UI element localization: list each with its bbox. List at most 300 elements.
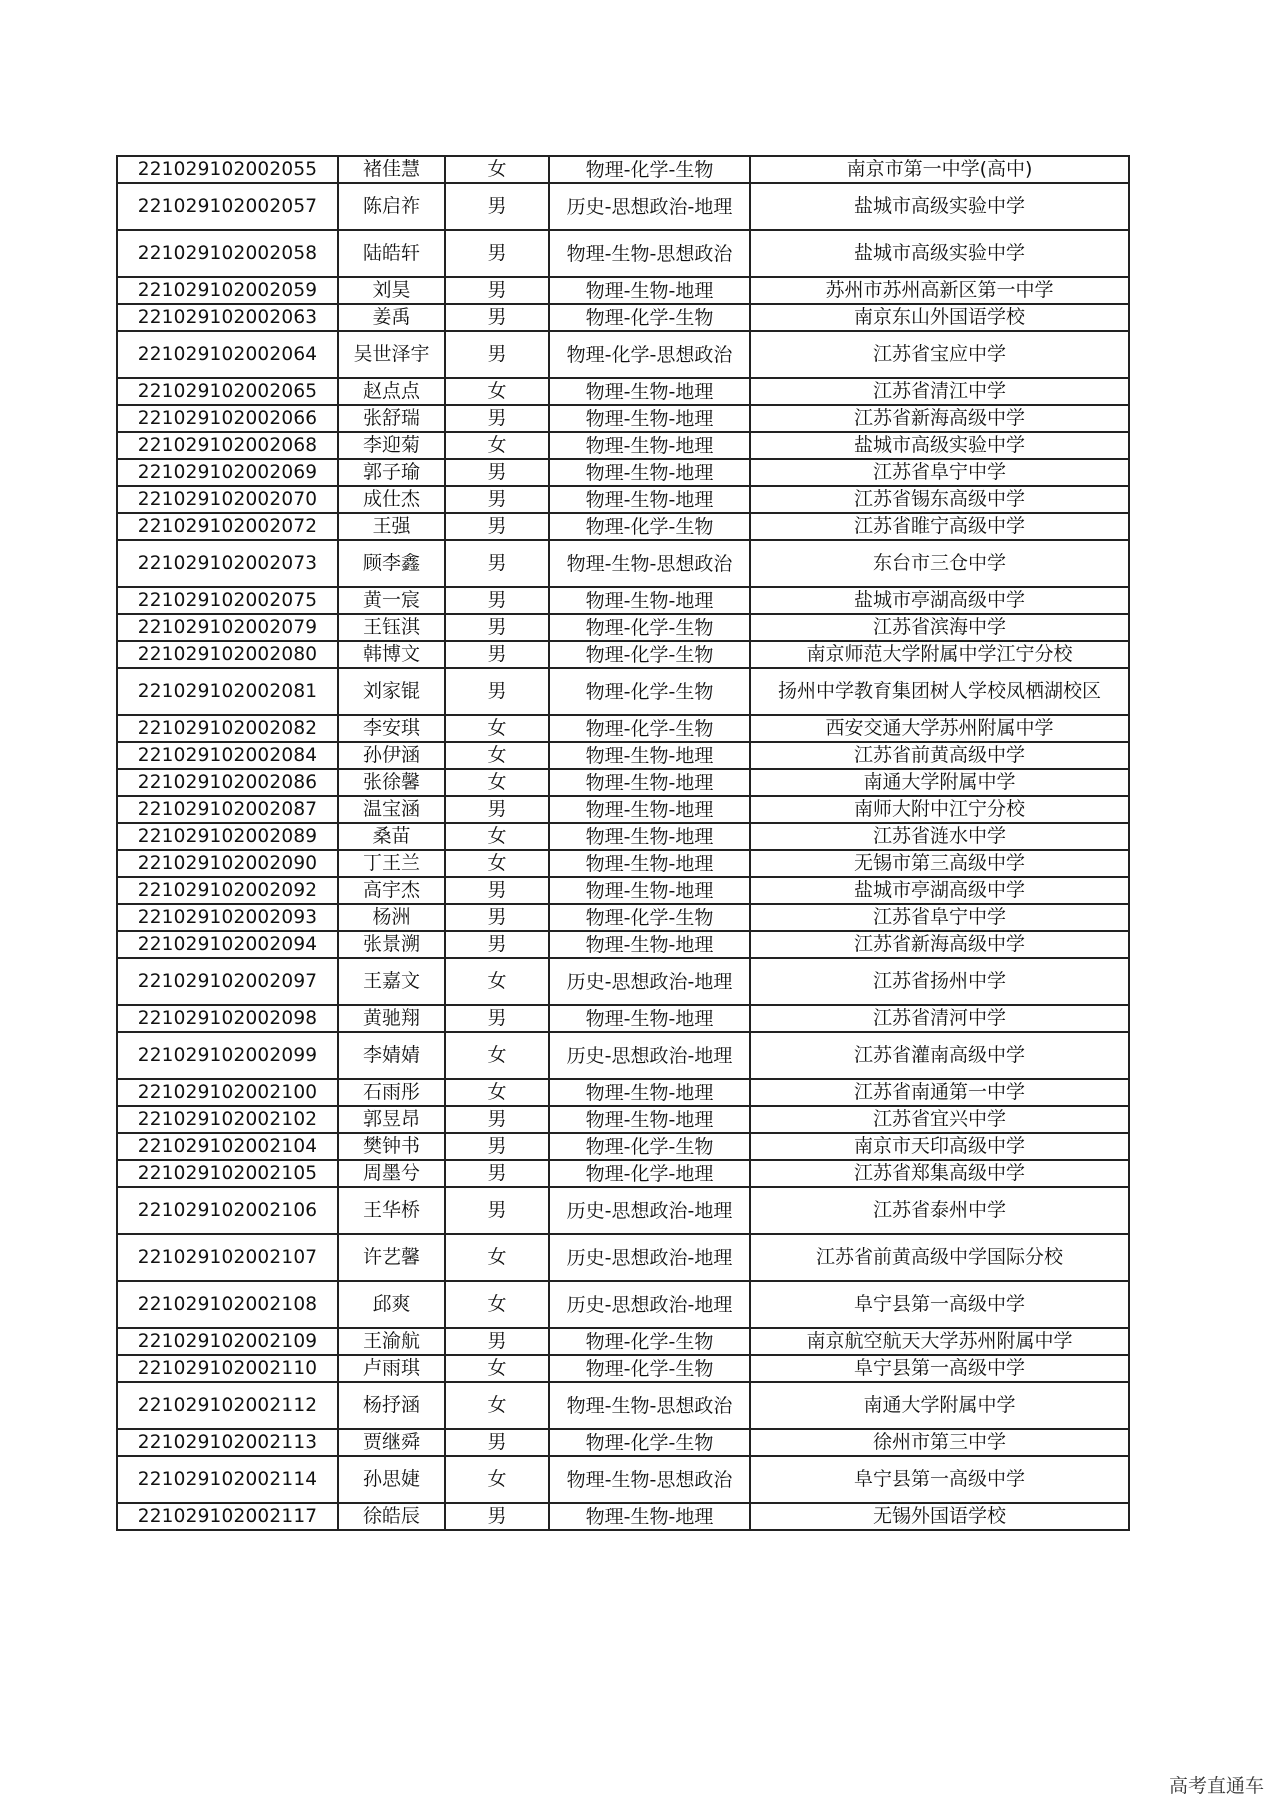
table-row — [117, 513, 1129, 540]
table-row — [117, 769, 1129, 796]
school-cell — [750, 183, 1129, 230]
student-name-cell: 邱爽 — [338, 1281, 445, 1328]
subjects-text: 物理-生物-地理 — [585, 933, 714, 956]
school-text: 无锡外国语学校 — [872, 1506, 1006, 1527]
school-text: 江苏省前黄高级中学国际分校 — [815, 1247, 1063, 1268]
school-cell — [750, 378, 1129, 405]
student-name-cell: 杨洲 — [338, 904, 445, 931]
gender-cell: 男 — [445, 1328, 549, 1355]
subjects-text: 物理-化学-思想政治 — [566, 343, 733, 366]
gender-cell: 男 — [445, 277, 549, 304]
table-row — [117, 877, 1129, 904]
subjects-cell — [549, 486, 750, 513]
school-text: 南师大附中江宁分校 — [853, 799, 1025, 820]
exam-number-cell: 221029102002089 — [117, 823, 338, 850]
subjects-text: 历史-思想政治-地理 — [566, 1246, 733, 1269]
table-row — [117, 277, 1129, 304]
school-cell — [750, 1456, 1129, 1503]
subjects-text: 物理-生物-地理 — [585, 798, 714, 821]
subjects-cell — [549, 904, 750, 931]
school-cell — [750, 1355, 1129, 1382]
student-name-cell: 卢雨琪 — [338, 1355, 445, 1382]
gender-cell: 男 — [445, 796, 549, 823]
table-row — [117, 378, 1129, 405]
table-row — [117, 614, 1129, 641]
table-row — [117, 304, 1129, 331]
school-cell — [750, 904, 1129, 931]
table-row — [117, 958, 1129, 1005]
subjects-text: 物理-生物-地理 — [585, 434, 714, 457]
student-name-cell: 郭子瑜 — [338, 459, 445, 486]
subjects-text: 物理-化学-生物 — [585, 515, 714, 538]
school-text: 盐城市亭湖高级中学 — [853, 590, 1025, 611]
subjects-text: 历史-思想政治-地理 — [566, 195, 733, 218]
gender-cell: 女 — [445, 156, 549, 183]
exam-number-cell: 221029102002055 — [117, 156, 338, 183]
gender-cell: 男 — [445, 1503, 549, 1530]
gender-cell: 女 — [445, 1281, 549, 1328]
gender-cell: 男 — [445, 540, 549, 587]
gender-cell: 女 — [445, 1382, 549, 1429]
subjects-cell — [549, 1234, 750, 1281]
subjects-cell — [549, 850, 750, 877]
gender-cell: 男 — [445, 1429, 549, 1456]
table-row — [117, 183, 1129, 230]
school-cell — [750, 715, 1129, 742]
subjects-text: 物理-化学-生物 — [585, 1431, 714, 1454]
student-name-cell: 王强 — [338, 513, 445, 540]
student-name-cell: 韩博文 — [338, 641, 445, 668]
student-name-cell: 王渝航 — [338, 1328, 445, 1355]
school-text: 盐城市高级实验中学 — [853, 435, 1025, 456]
subjects-cell — [549, 742, 750, 769]
exam-number-cell: 221029102002105 — [117, 1160, 338, 1187]
exam-number-cell: 221029102002082 — [117, 715, 338, 742]
student-name-cell: 李迎菊 — [338, 432, 445, 459]
gender-cell: 女 — [445, 1079, 549, 1106]
gender-cell: 男 — [445, 587, 549, 614]
subjects-text: 物理-化学-生物 — [585, 906, 714, 929]
subjects-cell — [549, 1281, 750, 1328]
exam-number-cell: 221029102002075 — [117, 587, 338, 614]
subjects-text: 物理-化学-地理 — [585, 1162, 714, 1185]
student-list-table — [116, 155, 1130, 1531]
subjects-cell — [549, 432, 750, 459]
gender-cell: 女 — [445, 958, 549, 1005]
exam-number-cell: 221029102002106 — [117, 1187, 338, 1234]
table-row — [117, 904, 1129, 931]
school-cell — [750, 1503, 1129, 1530]
table-row — [117, 1187, 1129, 1234]
school-text: 江苏省宜兴中学 — [872, 1109, 1006, 1130]
table-row — [117, 1281, 1129, 1328]
school-cell — [750, 1234, 1129, 1281]
school-cell — [750, 432, 1129, 459]
school-text: 江苏省新海高级中学 — [853, 408, 1025, 429]
subjects-text: 物理-生物-地理 — [585, 488, 714, 511]
exam-number-cell: 221029102002068 — [117, 432, 338, 459]
subjects-text: 物理-化学-生物 — [585, 306, 714, 329]
table-row — [117, 432, 1129, 459]
subjects-cell — [549, 1106, 750, 1133]
gender-cell: 女 — [445, 850, 549, 877]
table-row — [117, 230, 1129, 277]
school-text: 盐城市高级实验中学 — [853, 196, 1025, 217]
exam-number-cell: 221029102002099 — [117, 1032, 338, 1079]
subjects-cell — [549, 1382, 750, 1429]
exam-number-cell: 221029102002114 — [117, 1456, 338, 1503]
table-row — [117, 1382, 1129, 1429]
subjects-text: 物理-生物-地理 — [585, 1505, 714, 1528]
school-text: 江苏省涟水中学 — [872, 826, 1006, 847]
subjects-text: 物理-生物-地理 — [585, 879, 714, 902]
subjects-cell — [549, 823, 750, 850]
exam-number-cell: 221029102002090 — [117, 850, 338, 877]
gender-cell: 女 — [445, 1234, 549, 1281]
table-row — [117, 156, 1129, 183]
subjects-cell — [549, 331, 750, 378]
school-text: 江苏省阜宁中学 — [872, 462, 1006, 483]
school-cell — [750, 1429, 1129, 1456]
student-name-cell: 赵点点 — [338, 378, 445, 405]
subjects-text: 物理-生物-地理 — [585, 825, 714, 848]
student-name-cell: 刘家锟 — [338, 668, 445, 715]
subjects-cell — [549, 931, 750, 958]
subjects-text: 物理-生物-地理 — [585, 1108, 714, 1131]
school-text: 江苏省郑集高级中学 — [853, 1163, 1025, 1184]
school-cell — [750, 230, 1129, 277]
school-cell — [750, 1106, 1129, 1133]
subjects-text: 物理-生物-地理 — [585, 380, 714, 403]
school-cell — [750, 1187, 1129, 1234]
subjects-cell — [549, 513, 750, 540]
exam-number-cell: 221029102002084 — [117, 742, 338, 769]
exam-number-cell: 221029102002097 — [117, 958, 338, 1005]
subjects-cell — [549, 1328, 750, 1355]
table-row — [117, 796, 1129, 823]
subjects-cell — [549, 1160, 750, 1187]
table-row — [117, 405, 1129, 432]
subjects-text: 历史-思想政治-地理 — [566, 970, 733, 993]
subjects-cell — [549, 715, 750, 742]
gender-cell: 男 — [445, 1160, 549, 1187]
exam-number-cell: 221029102002064 — [117, 331, 338, 378]
school-text: 江苏省前黄高级中学 — [853, 745, 1025, 766]
subjects-text: 物理-化学-生物 — [585, 616, 714, 639]
table-row — [117, 1234, 1129, 1281]
student-name-cell: 陈启祚 — [338, 183, 445, 230]
school-cell — [750, 614, 1129, 641]
school-text: 江苏省南通第一中学 — [853, 1082, 1025, 1103]
school-cell — [750, 1160, 1129, 1187]
school-text: 南京师范大学附属中学江宁分校 — [806, 644, 1073, 665]
school-cell — [750, 1005, 1129, 1032]
subjects-text: 物理-化学-生物 — [585, 717, 714, 740]
table-row — [117, 1503, 1129, 1530]
student-name-cell: 刘昊 — [338, 277, 445, 304]
subjects-cell — [549, 156, 750, 183]
gender-cell: 男 — [445, 641, 549, 668]
gender-cell: 男 — [445, 459, 549, 486]
student-name-cell: 褚佳慧 — [338, 156, 445, 183]
subjects-cell — [549, 378, 750, 405]
school-text: 东台市三仓中学 — [872, 553, 1006, 574]
exam-number-cell: 221029102002072 — [117, 513, 338, 540]
table-row — [117, 742, 1129, 769]
exam-number-cell: 221029102002112 — [117, 1382, 338, 1429]
school-cell — [750, 486, 1129, 513]
subjects-cell — [549, 1355, 750, 1382]
subjects-cell — [549, 540, 750, 587]
gender-cell: 男 — [445, 1133, 549, 1160]
school-text: 江苏省新海高级中学 — [853, 934, 1025, 955]
gender-cell: 男 — [445, 1187, 549, 1234]
school-text: 南京市天印高级中学 — [853, 1136, 1025, 1157]
student-name-cell: 贾继舜 — [338, 1429, 445, 1456]
student-name-cell: 姜禹 — [338, 304, 445, 331]
school-cell — [750, 156, 1129, 183]
subjects-text: 物理-生物-地理 — [585, 279, 714, 302]
school-text: 阜宁县第一高级中学 — [853, 1294, 1025, 1315]
school-text: 西安交通大学苏州附属中学 — [825, 718, 1054, 739]
student-name-cell: 李安琪 — [338, 715, 445, 742]
table-row — [117, 823, 1129, 850]
subjects-text: 物理-化学-生物 — [585, 643, 714, 666]
school-cell — [750, 1281, 1129, 1328]
subjects-cell — [549, 1187, 750, 1234]
school-cell — [750, 304, 1129, 331]
gender-cell: 女 — [445, 1456, 549, 1503]
exam-number-cell: 221029102002104 — [117, 1133, 338, 1160]
school-text: 盐城市高级实验中学 — [853, 243, 1025, 264]
exam-number-cell: 221029102002080 — [117, 641, 338, 668]
school-text: 江苏省灌南高级中学 — [853, 1045, 1025, 1066]
table-row — [117, 459, 1129, 486]
subjects-cell — [549, 1079, 750, 1106]
subjects-text: 物理-生物-思想政治 — [566, 552, 733, 575]
exam-number-cell: 221029102002102 — [117, 1106, 338, 1133]
student-list-table-container — [116, 155, 1128, 1531]
exam-number-cell: 221029102002117 — [117, 1503, 338, 1530]
school-text: 南京航空航天大学苏州附属中学 — [806, 1331, 1073, 1352]
student-name-cell: 吴世泽宇 — [338, 331, 445, 378]
gender-cell: 男 — [445, 877, 549, 904]
table-row — [117, 1355, 1129, 1382]
table-row — [117, 1106, 1129, 1133]
table-row — [117, 1160, 1129, 1187]
subjects-cell — [549, 1032, 750, 1079]
student-name-cell: 顾李鑫 — [338, 540, 445, 587]
school-text: 阜宁县第一高级中学 — [853, 1358, 1025, 1379]
gender-cell: 男 — [445, 614, 549, 641]
student-name-cell: 杨抒涵 — [338, 1382, 445, 1429]
exam-number-cell: 221029102002079 — [117, 614, 338, 641]
school-text: 江苏省滨海中学 — [872, 617, 1006, 638]
table-row — [117, 1328, 1129, 1355]
school-text: 江苏省扬州中学 — [872, 971, 1006, 992]
exam-number-cell: 221029102002093 — [117, 904, 338, 931]
school-cell — [750, 641, 1129, 668]
school-cell — [750, 823, 1129, 850]
exam-number-cell: 221029102002059 — [117, 277, 338, 304]
subjects-text: 历史-思想政治-地理 — [566, 1293, 733, 1316]
student-name-cell: 张舒瑞 — [338, 405, 445, 432]
school-cell — [750, 459, 1129, 486]
gender-cell: 男 — [445, 1106, 549, 1133]
exam-number-cell: 221029102002113 — [117, 1429, 338, 1456]
gender-cell: 女 — [445, 742, 549, 769]
exam-number-cell: 221029102002087 — [117, 796, 338, 823]
school-text: 苏州市苏州高新区第一中学 — [825, 280, 1054, 301]
school-text: 盐城市亭湖高级中学 — [853, 880, 1025, 901]
subjects-text: 物理-生物-思想政治 — [566, 1394, 733, 1417]
school-text: 扬州中学教育集团树人学校凤栖湖校区 — [777, 681, 1101, 702]
gender-cell: 女 — [445, 769, 549, 796]
school-text: 江苏省清河中学 — [872, 1008, 1006, 1029]
subjects-cell — [549, 304, 750, 331]
school-cell — [750, 668, 1129, 715]
subjects-cell — [549, 1456, 750, 1503]
student-name-cell: 陆皓轩 — [338, 230, 445, 277]
table-row — [117, 1456, 1129, 1503]
school-cell — [750, 1032, 1129, 1079]
subjects-cell — [549, 587, 750, 614]
school-cell — [750, 405, 1129, 432]
gender-cell: 男 — [445, 486, 549, 513]
school-cell — [750, 331, 1129, 378]
exam-number-cell: 221029102002058 — [117, 230, 338, 277]
school-text: 江苏省阜宁中学 — [872, 907, 1006, 928]
gender-cell: 女 — [445, 378, 549, 405]
table-row — [117, 1032, 1129, 1079]
exam-number-cell: 221029102002081 — [117, 668, 338, 715]
exam-number-cell: 221029102002108 — [117, 1281, 338, 1328]
table-body — [117, 156, 1129, 1530]
gender-cell: 女 — [445, 1355, 549, 1382]
school-text: 江苏省清江中学 — [872, 381, 1006, 402]
school-cell — [750, 850, 1129, 877]
gender-cell: 男 — [445, 405, 549, 432]
subjects-text: 物理-生物-地理 — [585, 771, 714, 794]
student-name-cell: 李婧婧 — [338, 1032, 445, 1079]
school-text: 无锡市第三高级中学 — [853, 853, 1025, 874]
exam-number-cell: 221029102002092 — [117, 877, 338, 904]
table-row — [117, 540, 1129, 587]
gender-cell: 女 — [445, 432, 549, 459]
school-text: 南通大学附属中学 — [863, 1395, 1016, 1416]
table-row — [117, 668, 1129, 715]
table-row — [117, 1429, 1129, 1456]
exam-number-cell: 221029102002065 — [117, 378, 338, 405]
subjects-text: 物理-生物-思想政治 — [566, 1468, 733, 1491]
subjects-text: 历史-思想政治-地理 — [566, 1199, 733, 1222]
subjects-text: 物理-生物-思想政治 — [566, 242, 733, 265]
subjects-text: 物理-生物-地理 — [585, 1081, 714, 1104]
student-name-cell: 郭昱昂 — [338, 1106, 445, 1133]
school-cell — [750, 513, 1129, 540]
subjects-text: 物理-生物-地理 — [585, 1007, 714, 1030]
subjects-cell — [549, 769, 750, 796]
school-cell — [750, 931, 1129, 958]
subjects-cell — [549, 1133, 750, 1160]
student-name-cell: 丁王兰 — [338, 850, 445, 877]
student-name-cell: 黄一宸 — [338, 587, 445, 614]
subjects-cell — [549, 230, 750, 277]
school-cell — [750, 796, 1129, 823]
exam-number-cell: 221029102002094 — [117, 931, 338, 958]
gender-cell: 女 — [445, 823, 549, 850]
subjects-cell — [549, 877, 750, 904]
exam-number-cell: 221029102002073 — [117, 540, 338, 587]
student-name-cell: 成仕杰 — [338, 486, 445, 513]
subjects-cell — [549, 405, 750, 432]
school-text: 南通大学附属中学 — [863, 772, 1016, 793]
school-text: 江苏省泰州中学 — [872, 1200, 1006, 1221]
subjects-cell — [549, 641, 750, 668]
subjects-text: 物理-生物-地理 — [585, 407, 714, 430]
exam-number-cell: 221029102002110 — [117, 1355, 338, 1382]
subjects-cell — [549, 459, 750, 486]
exam-number-cell: 221029102002109 — [117, 1328, 338, 1355]
subjects-cell — [549, 614, 750, 641]
subjects-cell — [549, 1503, 750, 1530]
school-text: 江苏省睢宁高级中学 — [853, 516, 1025, 537]
subjects-text: 物理-生物-地理 — [585, 589, 714, 612]
subjects-text: 物理-化学-生物 — [585, 680, 714, 703]
subjects-cell — [549, 277, 750, 304]
school-text: 南京市第一中学(高中) — [846, 159, 1033, 180]
school-cell — [750, 958, 1129, 1005]
exam-number-cell: 221029102002057 — [117, 183, 338, 230]
school-cell — [750, 877, 1129, 904]
student-name-cell: 孙伊涵 — [338, 742, 445, 769]
table-row — [117, 331, 1129, 378]
student-name-cell: 王钰淇 — [338, 614, 445, 641]
student-name-cell: 温宝涵 — [338, 796, 445, 823]
subjects-text: 物理-化学-生物 — [585, 158, 714, 181]
school-cell — [750, 540, 1129, 587]
subjects-text: 物理-生物-地理 — [585, 852, 714, 875]
gender-cell: 男 — [445, 230, 549, 277]
table-row — [117, 1133, 1129, 1160]
gender-cell: 男 — [445, 513, 549, 540]
student-name-cell: 张徐馨 — [338, 769, 445, 796]
school-cell — [750, 742, 1129, 769]
subjects-cell — [549, 183, 750, 230]
student-name-cell: 王嘉文 — [338, 958, 445, 1005]
gender-cell: 男 — [445, 304, 549, 331]
table-row — [117, 486, 1129, 513]
subjects-cell — [549, 1005, 750, 1032]
student-name-cell: 樊钟书 — [338, 1133, 445, 1160]
subjects-text: 物理-化学-生物 — [585, 1135, 714, 1158]
gender-cell: 男 — [445, 1005, 549, 1032]
gender-cell: 男 — [445, 931, 549, 958]
subjects-text: 物理-生物-地理 — [585, 461, 714, 484]
school-cell — [750, 1133, 1129, 1160]
school-cell — [750, 1328, 1129, 1355]
subjects-cell — [549, 958, 750, 1005]
student-name-cell: 徐皓辰 — [338, 1503, 445, 1530]
gender-cell: 男 — [445, 668, 549, 715]
subjects-cell — [549, 1429, 750, 1456]
subjects-cell — [549, 796, 750, 823]
school-text: 江苏省锡东高级中学 — [853, 489, 1025, 510]
school-cell — [750, 587, 1129, 614]
exam-number-cell: 221029102002066 — [117, 405, 338, 432]
exam-number-cell: 221029102002063 — [117, 304, 338, 331]
school-cell — [750, 1079, 1129, 1106]
